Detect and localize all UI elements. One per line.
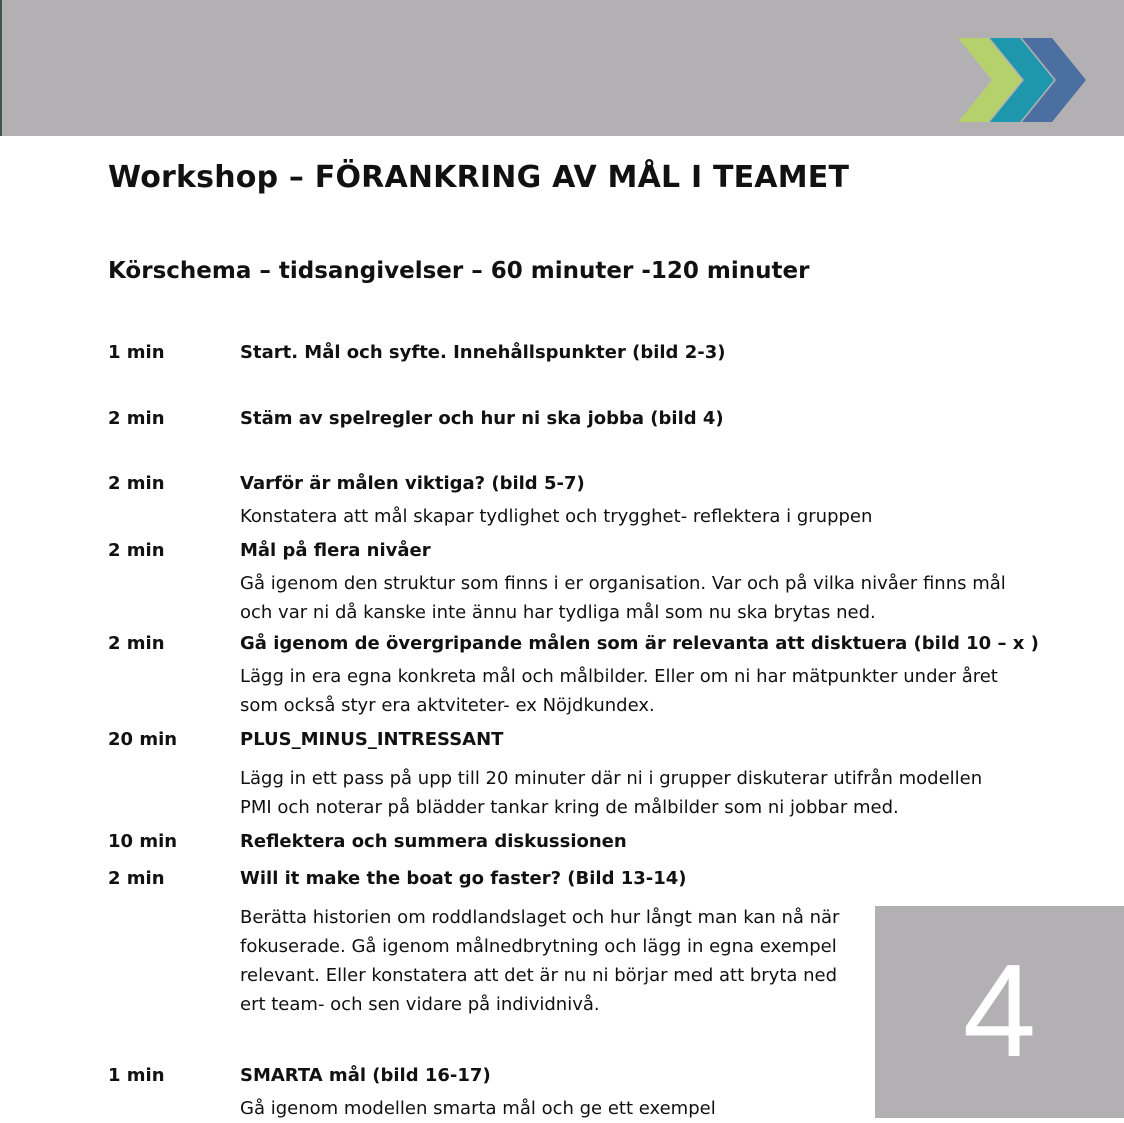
document-title: Workshop – FÖRANKRING AV MÅL I TEAMET: [108, 160, 850, 195]
schedule-description-line: Lägg in ett pass på upp till 20 minuter där ni i grupper diskuterar utifrån modellen: [240, 768, 983, 789]
schedule-time: 1 min: [108, 342, 165, 363]
schedule-description-line: Konstatera att mål skapar tydlighet och trygghet- reflektera i gruppen: [240, 506, 873, 527]
schedule-description-line: Gå igenom den struktur som finns i er organisation. Var och på vilka nivåer finns mål: [240, 573, 1006, 594]
schedule-heading: Stäm av spelregler och hur ni ska jobba (bild 4): [240, 408, 724, 429]
schedule-description-line: Berätta historien om roddlandslaget och hur långt man kan nå när: [240, 907, 840, 928]
schedule-time: 2 min: [108, 408, 165, 429]
schedule-description-line: relevant. Eller konstatera att det är nu ni börjar med att bryta ned: [240, 965, 838, 986]
schedule-time: 2 min: [108, 473, 165, 494]
schedule-time: 20 min: [108, 729, 178, 750]
schedule-description-line: fokuserade. Gå igenom målnedbrytning och lägg in egna exempel: [240, 936, 837, 957]
schedule-heading: Reflektera och summera diskussionen: [240, 831, 627, 852]
schedule-description-line: PMI och noterar på blädder tankar kring de målbilder som ni jobbar med.: [240, 797, 899, 818]
schedule-description-line: Lägg in era egna konkreta mål och målbilder. Eller om ni har mätpunkter under året: [240, 666, 998, 687]
schedule-heading: Mål på flera nivåer: [240, 540, 431, 561]
schedule-time: 10 min: [108, 831, 178, 852]
schedule-time: 1 min: [108, 1065, 165, 1086]
schedule-description-line: som också styr era aktviteter- ex Nöjdkundex.: [240, 695, 655, 716]
document-subtitle: Körschema – tidsangivelser – 60 minuter -120 minuter: [108, 258, 810, 284]
schedule-time: 2 min: [108, 633, 165, 654]
schedule-heading: PLUS_MINUS_INTRESSANT: [240, 729, 504, 750]
chevron-arrows-icon: [952, 34, 1092, 130]
schedule-heading: Gå igenom de övergripande målen som är relevanta att disktuera (bild 10 – x ): [240, 633, 1039, 654]
schedule-heading: Start. Mål och syfte. Innehållspunkter (bild 2-3): [240, 342, 726, 363]
page-number-box: [875, 906, 1124, 1118]
schedule-description-line: ert team- och sen vidare på individnivå.: [240, 994, 600, 1015]
schedule-time: 2 min: [108, 868, 165, 889]
page-number: 4: [962, 937, 1037, 1084]
header-band: [0, 0, 1124, 136]
schedule-description-line: och var ni då kanske inte ännu har tydliga mål som nu ska brytas ned.: [240, 602, 876, 623]
schedule-description-line: Gå igenom modellen smarta mål och ge ett exempel: [240, 1098, 716, 1119]
schedule-heading: Varför är målen viktiga? (bild 5-7): [240, 473, 585, 494]
schedule-heading: Will it make the boat go faster? (Bild 13-14): [240, 868, 687, 889]
schedule-time: 2 min: [108, 540, 165, 561]
schedule-heading: SMARTA mål (bild 16-17): [240, 1065, 491, 1086]
